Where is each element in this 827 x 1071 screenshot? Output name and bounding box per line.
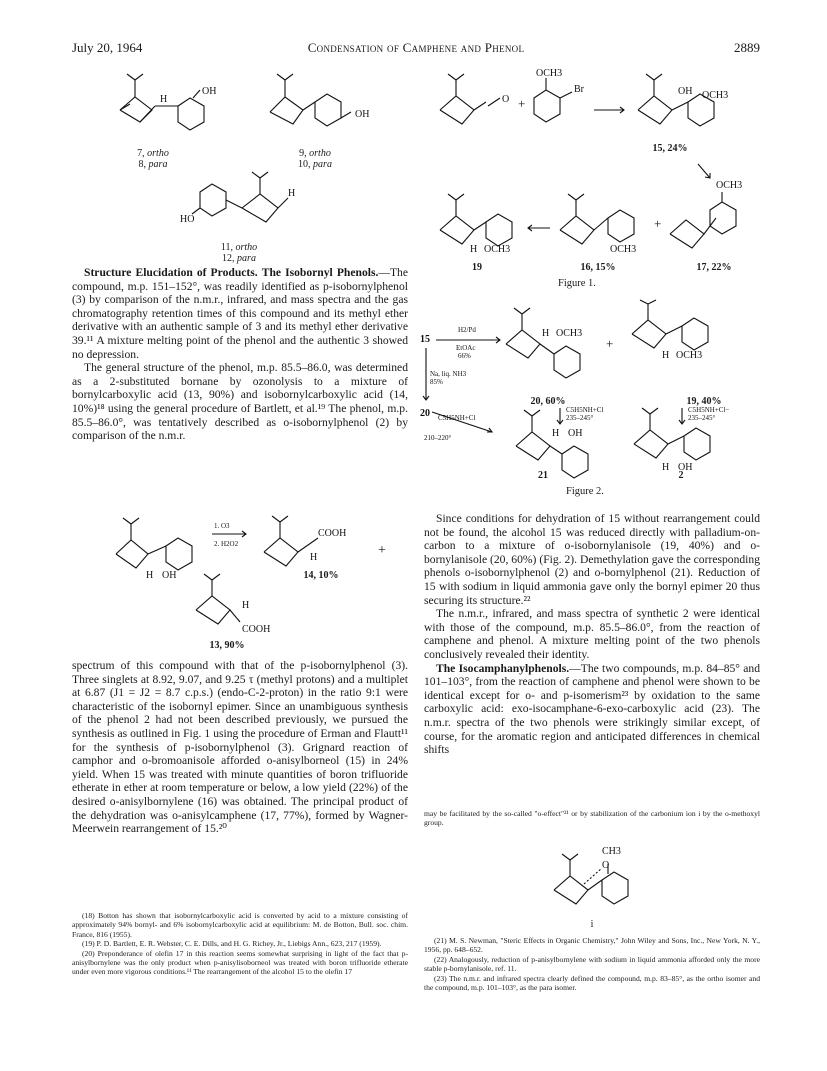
svg-text:CH3: CH3 [602, 846, 621, 857]
svg-text:OCH3: OCH3 [676, 350, 703, 361]
label-19-40: 19, 40% [686, 396, 722, 407]
svg-text:H: H [662, 462, 670, 473]
left-footnotes [72, 911, 408, 977]
svg-text:OCH3: OCH3 [702, 90, 729, 101]
svg-text:Na, liq. NH3: Na, liq. NH3 [430, 370, 467, 378]
svg-text:210–220°: 210–220° [424, 434, 452, 442]
paragraph-nmr-spectrum: spectrum of this compound with that of the p-isobornylphenol (3). Three singlets at 8.92, 9.07, and 9.25 τ (methyl protons) and a multiplet at 6.87 (J1 = J2 = 8.7 c.p.s.) (endo-C-2-proton) in the ratio 9:1 were characteristic of the isobornyl epimer. Since an unambiguous synthesis of the phenol 2 had not been described previously, we pursued the synthesis as outlined in Fig. 1 using the procedure of Erman and Flautt¹¹ for the synthesis of p-isobornylphenol (3). Grignard reaction of camphor and o-bromoanisole afforded o-anisylborneol (15) in 24% yield. When 15 was treated with minute quantities of boron trifluoride etherate in ether at room temperature or below, a low yield (22%) of the desired o-anisylbornylene (16) was obtained. The principal product of the dehydration was o-anisylcamphene (17, 77%), formed by Wagner-Meerwein rearrangement of 15.²⁰ [72, 659, 408, 836]
structure-9-10 [255, 72, 385, 152]
paragraph-dehydration: Since conditions for dehydration of 15 without rearrangement could not be found, the alcohol 15 was reduced directly with palladium-on-carbon to a mixture of o-isobornylanisole (19, 40%) and o-bornylanisole (20, 60%) (Fig. 2). Demethylation gave the corresponding phenols o-isobornylphenol (2) and o-bornylphenol (21). Reduction of 15 with sodium in liquid ammonia gave only the bornyl epimer 20 thus securing its structure.²² [424, 512, 760, 607]
header-date: July 20, 1964 [72, 40, 143, 55]
svg-text:+: + [606, 336, 614, 351]
footnote-21: (21) M. S. Newman, "Steric Effects in Organic Chemistry," John Wiley and Sons, Inc., New York, N. Y., 1956, pp. 648–652. [424, 936, 760, 955]
svg-text:H: H [242, 600, 250, 611]
svg-text:H: H [146, 570, 154, 581]
svg-text:O: O [502, 94, 510, 105]
svg-text:66%: 66% [458, 352, 471, 360]
svg-text:COOH: COOH [318, 528, 347, 539]
svg-text:+: + [378, 543, 386, 558]
svg-text:OCH3: OCH3 [716, 180, 743, 191]
svg-text:H: H [552, 428, 560, 439]
svg-text:15: 15 [420, 334, 430, 345]
right-column [424, 512, 760, 757]
figure-2-scheme [420, 300, 760, 490]
svg-text:H: H [310, 552, 318, 563]
svg-text:OH: OH [162, 570, 177, 581]
svg-text:235–245°: 235–245° [566, 414, 594, 422]
svg-text:C5H5NH+Cl−: C5H5NH+Cl− [688, 406, 730, 414]
label-13: 13, 90% [209, 640, 245, 651]
paragraph-isocamphanyl: The Isocamphanylphenols.—The two compounds, m.p. 84–85° and 101–103°, from the reaction of camphene and phenol were shown to be identical except for o- and p-isomerism²³ by oxidation to the same carboxylic acid: exo-isocamphane-6-exo-carboxylic acid (23). The n.m.r. spectra of the two phenols were strikingly similar except, of course, for the aromatic region and anticipated differences in chemical shifts [424, 661, 760, 757]
ho-label: HO [180, 214, 195, 225]
footnote-continuation: may be facilitated by the so-called "o-effect"²¹ or by stabilization of the carbonium ion i by the o-methoxyl group. [424, 809, 760, 828]
svg-text:H2/Pd: H2/Pd [458, 326, 476, 334]
svg-text:20: 20 [420, 408, 430, 419]
svg-text:OCH3: OCH3 [536, 68, 563, 79]
right-footnotes [424, 936, 760, 992]
label-16: 16, 15% [580, 262, 616, 273]
label-17: 17, 22% [696, 262, 732, 273]
label-i: i [590, 919, 594, 930]
svg-text:OCH3: OCH3 [610, 244, 637, 255]
svg-text:H: H [662, 350, 670, 361]
h-label: H [160, 94, 168, 105]
svg-text:C5H5NH+Cl: C5H5NH+Cl [438, 414, 476, 422]
svg-text:OH: OH [678, 86, 693, 97]
svg-text:+: + [654, 216, 662, 231]
paragraph-isobornyl: Structure Elucidation of Products. The Isobornyl Phenols.—The compound, m.p. 151–152°, was readily identified as p-isobornylphenol (3) by comparison of the n.m.r., infrared, and mass spectra and the gas chromatography retention times of this compound and its methyl ether derivative with an authentic sample of 3 and its methyl ether derivative 39.¹¹ A mixture melting point of the phenol and the authentic 3 showed no depression. [72, 266, 408, 361]
label-11-12: 11, ortho 12, para [220, 242, 258, 264]
footnote-19: (19) P. D. Bartlett, E. R. Webster, C. E. Dills, and H. G. Richey, Jr., Liebigs Ann., 623, 217 (1959). [82, 939, 382, 949]
label-21: 21 [538, 470, 548, 481]
oh-label: OH [202, 86, 217, 97]
right-footnote-cont [424, 809, 760, 828]
svg-text:C5H5NH+Cl: C5H5NH+Cl [566, 406, 604, 414]
label-15: 15, 24% [652, 143, 688, 154]
paragraph-general-structure: The general structure of the phenol, m.p. 85.5–86.0, was determined as a 2-substituted bornane by ozonolysis to a mixture of bornylcarboxylic acid (13, 90%) and isobornylcarboxylic acid (14, 10%)¹⁸ using the general procedure of Bartlett, et al.¹⁹ The phenol, m.p. 85.5–86.0°, was tentatively described as o-isobornylphenol (2) by comparison of the n.m.r. [72, 361, 408, 443]
svg-text:H: H [542, 328, 550, 339]
svg-text:+: + [518, 96, 526, 111]
structure-7-8 [100, 72, 230, 152]
h-label: H [288, 188, 296, 199]
label-20: 20, 60% [530, 396, 566, 407]
left-column-bottom [72, 659, 408, 836]
label-2: 2 [678, 470, 684, 481]
svg-text:COOH: COOH [242, 624, 271, 635]
svg-text:O: O [602, 860, 610, 871]
structure-11-12 [180, 170, 320, 245]
label-9-10: 9, ortho 10, para [298, 148, 332, 170]
svg-text:OCH3: OCH3 [484, 244, 511, 255]
svg-text:2. H2O2: 2. H2O2 [214, 540, 239, 548]
header-title: Condensation of Camphene and Phenol [307, 40, 525, 55]
figure-2-caption: Figure 2. [566, 486, 604, 497]
page-number: 2889 [734, 40, 760, 55]
svg-text:OCH3: OCH3 [556, 328, 583, 339]
svg-text:Br: Br [574, 84, 584, 95]
left-column-top [72, 266, 408, 443]
figure-1-caption: Figure 1. [558, 278, 596, 289]
footnote-23: (23) The n.m.r. and infrared spectra clearly defined the compound, m.p. 83–85°, as the ortho isomer and the compound, m.p. 101–103°, as the para isomer. [424, 973, 760, 993]
svg-text:85%: 85% [430, 378, 443, 386]
svg-text:1. O3: 1. O3 [214, 522, 230, 530]
label-19: 19 [472, 262, 482, 273]
label-7-8: 7, ortho 8, para [137, 148, 169, 170]
svg-text:OH: OH [678, 462, 693, 473]
svg-text:EtOAc: EtOAc [456, 344, 476, 352]
oh-label: OH [355, 109, 370, 120]
structure-i [540, 838, 650, 918]
svg-text:235–245°: 235–245° [688, 414, 716, 422]
footnote-20: (20) Preponderance of olefin 17 in this reaction seems somewhat surprising in light of the fact that p-anisylbornylene was the only product when p-anisylisoborneol was treated with boron trifluoride etherate under even more vigorous conditions.¹¹ The rearrangement of the alcohol 15 to the olefin 17 [72, 948, 408, 977]
footnote-22: (22) Analogously, reduction of p-anisylbornylene with sodium in liquid ammonia afforded only the more stable p-bornylanisole, ref. 11. [424, 954, 760, 974]
svg-text:OH: OH [568, 428, 583, 439]
footnote-18: (18) Botton has shown that isobornylcarboxylic acid is converted by acid to a mixture consisting of approximately 94% bornyl- and 6% isobornylcarboxylic acid at equilibrium: M. de Botton, Bull. soc. chim. France, 816 (1955). [72, 911, 408, 939]
paragraph-spectra: The n.m.r., infrared, and mass spectra of synthetic 2 were identical with those of the compound, m.p. 85.5–86.0°, from the reaction of camphene and phenol. A mixture melting point of the two phenols conclusively revealed their identity. [424, 607, 760, 661]
label-14: 14, 10% [303, 570, 339, 581]
figure-1-scheme [420, 68, 760, 280]
ozonolysis-scheme [96, 516, 416, 641]
running-header [72, 40, 760, 58]
svg-text:H: H [470, 244, 478, 255]
